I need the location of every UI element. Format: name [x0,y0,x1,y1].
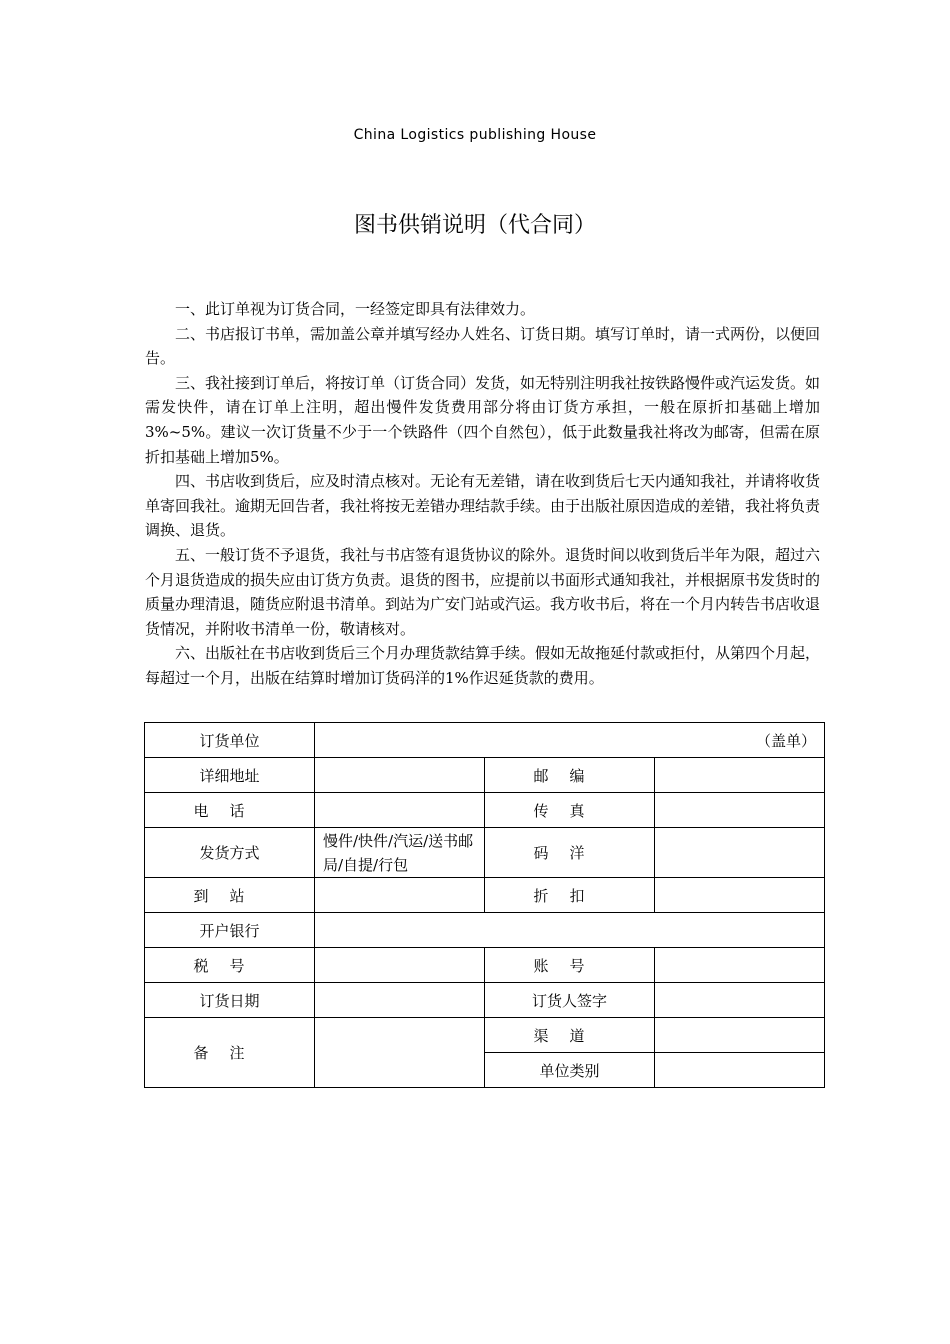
order-date-field[interactable] [315,983,485,1018]
term-paragraph-6: 六、出版社在书店收到货后三个月办理货款结算手续。假如无故拖延付款或拒付，从第四个月起，每超过一个月，出版在结算时增加订货码洋的1%作迟延货款的费用。 [145,644,821,687]
phone-label: 电话 [145,793,315,828]
discount-field[interactable] [655,878,825,913]
row-order-date [145,983,825,1018]
order-unit-field[interactable] [315,723,825,758]
postcode-label: 邮编 [485,758,655,793]
remarks-field[interactable] [315,1018,485,1088]
signer-label: 订货人签字 [485,983,655,1018]
tax-no-field[interactable] [315,948,485,983]
account-label: 账号 [485,948,655,983]
row-tax [145,948,825,983]
order-date-label: 订货日期 [145,983,315,1018]
bank-label: 开户银行 [145,913,315,948]
postcode-field[interactable] [655,758,825,793]
list-price-field[interactable] [655,828,825,878]
unit-type-label: 单位类别 [485,1053,655,1088]
fax-field[interactable] [655,793,825,828]
term-paragraph-4: 四、书店收到货后，应及时清点核对。无论有无差错，请在收到货后七天内通知我社，并请将收货单寄回我社。逾期无回告者，我社将按无差错办理结款手续。由于出版社原因造成的差错，我社将负责调换、退货。 [145,472,821,540]
shipping-options[interactable]: 慢件/快件/汽运/送书邮局/自提/行包 [315,828,485,878]
fax-label: 传真 [485,793,655,828]
signer-field[interactable] [655,983,825,1018]
row-station [145,878,825,913]
tax-no-label: 税号 [145,948,315,983]
station-label: 到站 [145,878,315,913]
address-field[interactable] [315,758,485,793]
terms-text [145,297,820,691]
station-field[interactable] [315,878,485,913]
address-label: 详细地址 [145,758,315,793]
order-form-table [144,722,825,1088]
phone-field[interactable] [315,793,485,828]
row-address [145,758,825,793]
shipping-label: 发货方式 [145,828,315,878]
order-unit-label: 订货单位 [145,723,315,758]
account-field[interactable] [655,948,825,983]
term-paragraph-3: 三、我社接到订单后，将按订单（订货合同）发货，如无特别注明我社按铁路慢件或汽运发货。如需发快件，请在订单上注明，超出慢件发货费用部分将由订货方承担，一般在原折扣基础上增加3%~5%。建议一次订货量不少于一个铁路件（四个自然包），低于此数量我社将改为邮寄，但需在原折扣基础上增加5%。 [145,373,821,466]
term-paragraph-2: 二、书店报订书单，需加盖公章并填写经办人姓名、订货日期。填写订单时，请一式两份，以便回告。 [145,324,821,368]
unit-type-field[interactable] [655,1053,825,1088]
remarks-label: 备注 [145,1018,315,1088]
channel-field[interactable] [655,1018,825,1053]
row-phone [145,793,825,828]
row-shipping [145,828,825,878]
discount-label: 折扣 [485,878,655,913]
publisher-name: China Logistics publishing House [353,127,597,143]
row-order-unit [145,723,825,758]
term-paragraph-5: 五、一般订货不予退货，我社与书店签有退货协议的除外。退货时间以收到货后半年为限，超过六个月退货造成的损失应由订货方负责。退货的图书，应提前以书面形式通知我社，并根据原书发货时的质量办理清退，随货应附退书清单。到站为广安门站或汽运。我方收书后，将在一个月内转告书店收退货情况，并附收书清单一份，敬请核对。 [145,545,821,638]
row-remarks-1 [145,1018,825,1053]
term-paragraph-1: 一、此订单视为订货合同，一经签定即具有法律效力。 [175,300,536,318]
seal-note: （盖单） [755,731,816,750]
row-bank [145,913,825,948]
document-title: 图书供销说明（代合同） [353,213,596,238]
list-price-label: 码洋 [485,828,655,878]
channel-label: 渠道 [485,1018,655,1053]
bank-field[interactable] [315,913,825,948]
